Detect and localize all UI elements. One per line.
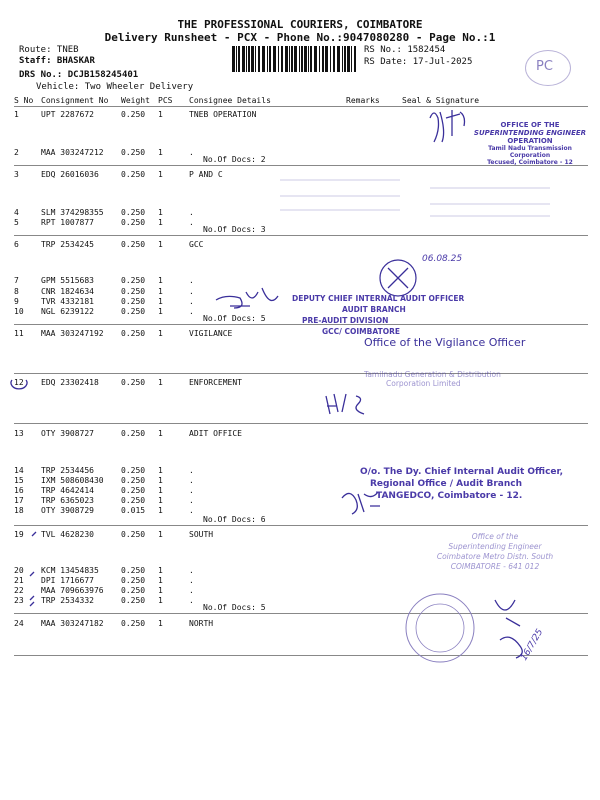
stamp-line: COIMBATORE - 641 012 [450, 562, 540, 571]
row-consignee: . [189, 276, 194, 285]
col-sno: S No [14, 96, 34, 105]
row-sno: 22 [14, 586, 24, 595]
row-weight: 0.250 [121, 619, 146, 628]
row-weight: 0.250 [121, 476, 146, 485]
row-consignment: MAA 303247212 [41, 148, 104, 157]
stamp-line: Regional Office / Audit Branch [370, 479, 522, 489]
row-sno: 3 [14, 170, 19, 179]
rs-no: RS No.: 1582454 [364, 45, 446, 55]
row-weight: 0.250 [121, 530, 146, 539]
row-pcs: 1 [158, 110, 163, 119]
row-sno: 1 [14, 110, 19, 119]
row-consignment: TRP 4642414 [41, 486, 94, 495]
row-pcs: 1 [158, 240, 163, 249]
vehicle-label: Vehicle: Two Wheeler Delivery [36, 82, 194, 92]
stamp-vigilance-sub [364, 370, 501, 388]
row-sno: 11 [14, 329, 24, 338]
row-pcs: 1 [158, 148, 163, 157]
row-sno: 12 [14, 378, 24, 387]
row-consignee: SOUTH [189, 530, 214, 539]
row-pcs: 1 [158, 276, 163, 285]
row-sno: 6 [14, 240, 19, 249]
col-weight: Weight [121, 96, 150, 105]
handwritten-date: 16/7/25 [519, 627, 546, 663]
stamp-dy-ciao-regional [360, 466, 563, 502]
row-consignment: TVR 4332181 [41, 297, 94, 306]
row-pcs: 1 [158, 208, 163, 217]
row-consignee: . [189, 297, 194, 306]
row-pcs: 1 [158, 466, 163, 475]
row-consignment: OTY 3908727 [41, 429, 94, 438]
row-consignment: IXM 508608430 [41, 476, 104, 485]
row-weight: 0.250 [121, 576, 146, 585]
stamp-line: Corporation Limited [386, 379, 461, 388]
stamp-deputy-ciao [292, 293, 464, 337]
row-consignment: OTY 3908729 [41, 506, 94, 515]
row-sno: 13 [14, 429, 24, 438]
row-consignee: NORTH [189, 619, 214, 628]
row-consignee: . [189, 506, 194, 515]
stamp-line: Superintending Engineer [448, 542, 542, 551]
row-sno: 2 [14, 148, 19, 157]
row-sno: 9 [14, 297, 19, 306]
row-consignment: RPT 1007877 [41, 218, 94, 227]
row-pcs: 1 [158, 170, 163, 179]
row-sno: 5 [14, 218, 19, 227]
row-pcs: 1 [158, 496, 163, 505]
row-pcs: 1 [158, 378, 163, 387]
stamp-line: O/o. The Dy. Chief Internal Audit Officer, [360, 467, 564, 477]
row-consignee: . [189, 576, 194, 585]
row-consignee: . [189, 586, 194, 595]
row-sno: 18 [14, 506, 24, 515]
row-sno: 24 [14, 619, 24, 628]
row-pcs: 1 [158, 596, 163, 605]
row-pcs: 1 [158, 576, 163, 585]
row-pcs: 1 [158, 486, 163, 495]
row-consignment: MAA 709663976 [41, 586, 104, 595]
stamp-line: Tamil Nadu Transmission Corporation [488, 145, 572, 159]
row-consignment: MAA 303247182 [41, 619, 104, 628]
row-weight: 0.250 [121, 218, 146, 227]
stamp-line: TANGEDCO, Coimbatore - 12. [376, 491, 523, 501]
col-consignee: Consignee Details [189, 96, 271, 105]
row-sno: 8 [14, 287, 19, 296]
col-remarks: Remarks [346, 96, 380, 105]
route-label: Route: TNEB [19, 45, 79, 55]
row-weight: 0.250 [121, 566, 146, 575]
row-weight: 0.250 [121, 586, 146, 595]
row-consignment: TVL 4628230 [41, 530, 94, 539]
row-consignee: . [189, 307, 194, 316]
row-consignee: . [189, 486, 194, 495]
row-pcs: 1 [158, 329, 163, 338]
row-sno: 23 [14, 596, 24, 605]
stamp-se-metro [420, 532, 570, 572]
row-pcs: 1 [158, 566, 163, 575]
col-pcs: PCS [158, 96, 173, 105]
stamp-vigilance [364, 336, 525, 349]
row-weight: 0.015 [121, 506, 146, 515]
row-consignee: ADIT OFFICE [189, 429, 242, 438]
row-consignee: . [189, 218, 194, 227]
row-consignee: . [189, 566, 194, 575]
row-sno: 14 [14, 466, 24, 475]
row-pcs: 1 [158, 586, 163, 595]
row-pcs: 1 [158, 506, 163, 515]
row-consignment: EDQ 23302418 [41, 378, 99, 387]
row-consignee: . [189, 148, 194, 157]
handwritten-date: 06.08.25 [422, 254, 463, 264]
row-consignment: TRP 2534332 [41, 596, 94, 605]
row-weight: 0.250 [121, 307, 146, 316]
col-consignment: Consignment No [41, 96, 109, 105]
row-consignment: MAA 303247192 [41, 329, 104, 338]
row-consignee: P AND C [189, 170, 223, 179]
stamp-line: Tecused, Coimbatore - 12 [487, 159, 573, 166]
row-consignment: TRP 2534456 [41, 466, 94, 475]
row-consignee: VIGILANCE [189, 329, 233, 338]
row-weight: 0.250 [121, 466, 146, 475]
stamp-line: OFFICE OF THE [500, 121, 560, 129]
row-sno: 17 [14, 496, 24, 505]
doc-count: No.Of Docs: 3 [203, 225, 266, 234]
row-sno: 20 [14, 566, 24, 575]
row-consignee: . [189, 596, 194, 605]
row-consignee: . [189, 208, 194, 217]
row-consignee: GCC [189, 240, 204, 249]
row-weight: 0.250 [121, 378, 146, 387]
row-pcs: 1 [158, 287, 163, 296]
row-consignment: DPI 1716677 [41, 576, 94, 585]
row-consignment: SLM 374298355 [41, 208, 104, 217]
row-consignee: ENFORCEMENT [189, 378, 242, 387]
row-weight: 0.250 [121, 148, 146, 157]
rs-date: RS Date: 17-Jul-2025 [364, 57, 473, 67]
row-sno: 15 [14, 476, 24, 485]
row-sno: 19 [14, 530, 24, 539]
row-consignment: CNR 1824634 [41, 287, 94, 296]
row-consignee: . [189, 466, 194, 475]
stamp-line: PRE-AUDIT DIVISION [302, 316, 389, 325]
row-consignment: EDQ 26016036 [41, 170, 99, 179]
row-pcs: 1 [158, 307, 163, 316]
stamp-line: GCC/ COIMBATORE [322, 327, 400, 336]
row-sno: 4 [14, 208, 19, 217]
row-consignee: . [189, 476, 194, 485]
stamp-line: DEPUTY CHIEF INTERNAL AUDIT OFFICER [292, 294, 465, 303]
stamp-line: Office of the Vigilance Officer [364, 336, 526, 349]
row-weight: 0.250 [121, 170, 146, 179]
row-pcs: 1 [158, 476, 163, 485]
doc-count: No.Of Docs: 6 [203, 515, 266, 524]
row-consignment: KCM 13454835 [41, 566, 99, 575]
doc-count: No.Of Docs: 5 [203, 314, 266, 323]
staff-label: Staff: BHASKAR [19, 56, 95, 66]
row-weight: 0.250 [121, 110, 146, 119]
row-pcs: 1 [158, 429, 163, 438]
row-consignee: TNEB OPERATION [189, 110, 257, 119]
row-sno: 10 [14, 307, 24, 316]
row-consignment: TRP 2534245 [41, 240, 94, 249]
row-weight: 0.250 [121, 276, 146, 285]
row-weight: 0.250 [121, 297, 146, 306]
row-pcs: 1 [158, 218, 163, 227]
stamp-line: Tamilnadu Generation & Distribution [364, 370, 501, 379]
row-consignment: UPT 2287672 [41, 110, 94, 119]
row-weight: 0.250 [121, 208, 146, 217]
pc-stamp-text: PC [536, 59, 553, 74]
row-consignment: NGL 6239122 [41, 307, 94, 316]
row-sno: 7 [14, 276, 19, 285]
row-pcs: 1 [158, 619, 163, 628]
stamp-line: OPERATION [507, 137, 553, 145]
row-weight: 0.250 [121, 496, 146, 505]
row-weight: 0.250 [121, 429, 146, 438]
row-weight: 0.250 [121, 240, 146, 249]
row-pcs: 1 [158, 530, 163, 539]
col-seal: Seal & Signature [402, 96, 480, 105]
doc-count: No.Of Docs: 5 [203, 603, 266, 612]
row-weight: 0.250 [121, 596, 146, 605]
row-sno: 16 [14, 486, 24, 495]
runsheet-subtitle: Delivery Runsheet - PCX - Phone No.:9047080280 - Page No.:1 [104, 31, 496, 44]
row-consignee: . [189, 496, 194, 505]
doc-count: No.Of Docs: 2 [203, 155, 266, 164]
stamp-line: Coimbatore Metro Distn. South [436, 552, 554, 561]
stamp-line: AUDIT BRANCH [342, 305, 406, 314]
row-consignment: TRP 6365023 [41, 496, 94, 505]
company-title: THE PROFESSIONAL COURIERS, COIMBATORE [177, 18, 423, 31]
row-weight: 0.250 [121, 287, 146, 296]
row-consignment: GPM 5515683 [41, 276, 94, 285]
stamp-line: SUPERINTENDING ENGINEER [473, 129, 587, 137]
row-sno: 21 [14, 576, 24, 585]
row-weight: 0.250 [121, 486, 146, 495]
row-pcs: 1 [158, 297, 163, 306]
row-weight: 0.250 [121, 329, 146, 338]
stamp-line: Office of the [471, 532, 519, 541]
drs-label: DRS No.: DCJB158245401 [19, 70, 139, 80]
row-consignee: . [189, 287, 194, 296]
